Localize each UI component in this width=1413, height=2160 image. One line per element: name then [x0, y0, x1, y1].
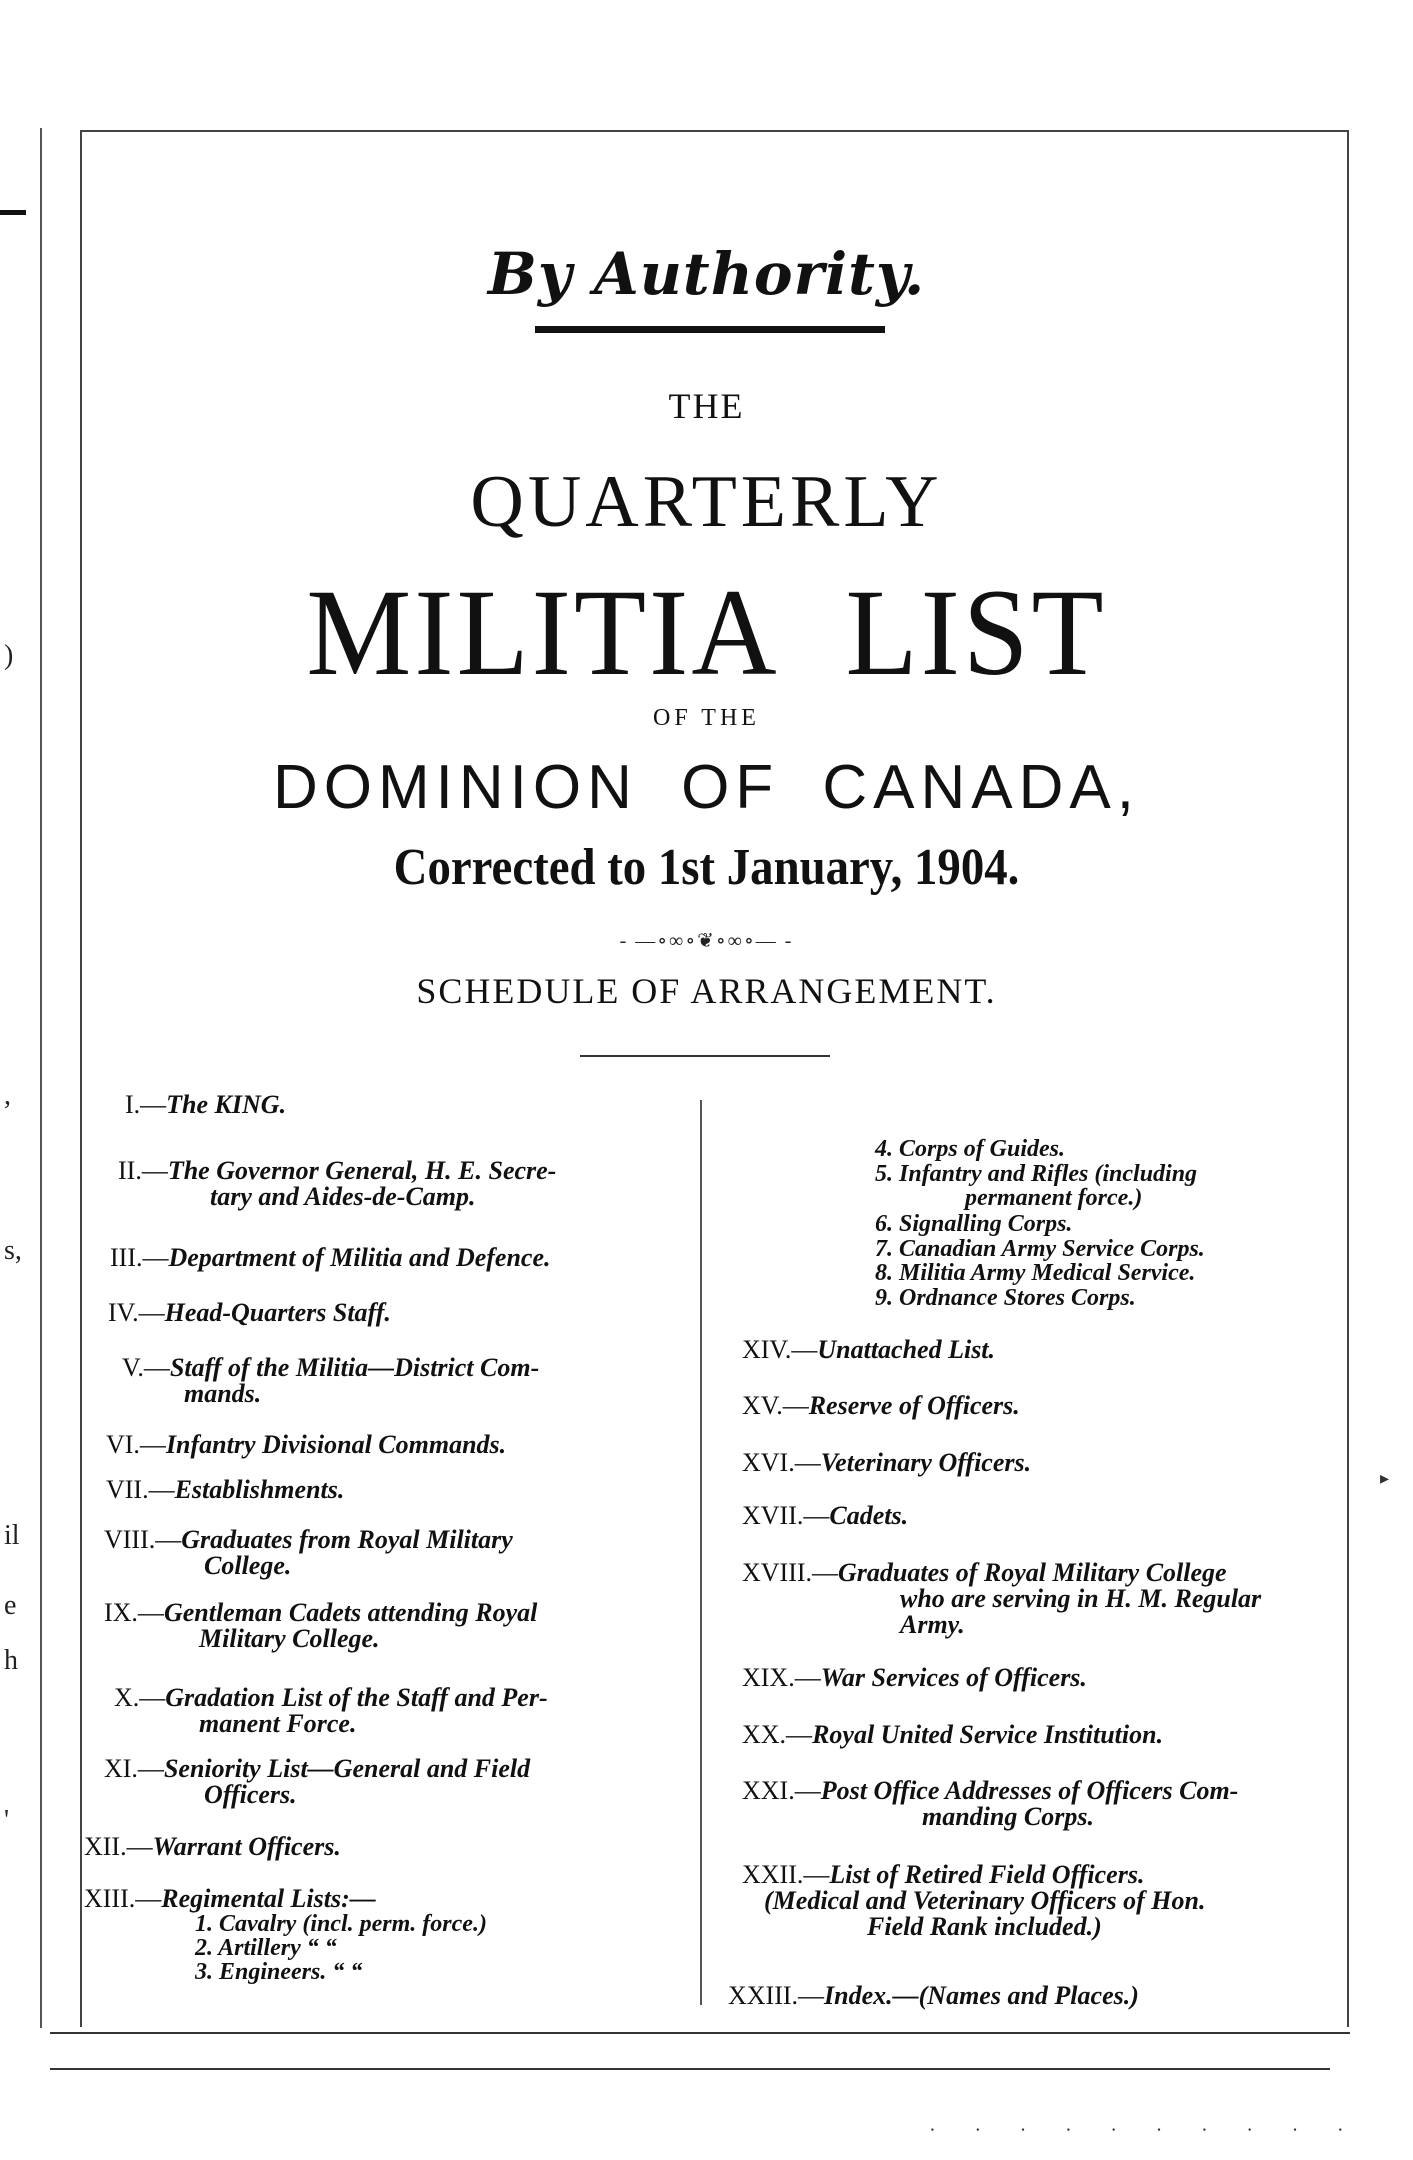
entry-text: Royal United Service Institution.	[812, 1720, 1164, 1749]
title-the: THE	[668, 386, 745, 426]
schedule-rule	[580, 1055, 830, 1057]
by-authority-heading: By Authority.	[487, 240, 926, 308]
edge-char: '	[4, 1805, 10, 1836]
list-item	[125, 1092, 286, 1118]
list-item	[104, 1756, 530, 1808]
entry-text: List of Retired Field Officers.	[829, 1860, 1145, 1889]
list-item	[742, 1337, 995, 1363]
entry-text-cont: College.	[204, 1551, 292, 1580]
list-item	[106, 1432, 506, 1458]
list-item	[742, 1393, 1020, 1419]
list-item	[84, 1886, 376, 1912]
entry-text: Regimental Lists:—	[161, 1884, 376, 1913]
regimental-subitem: permanent force.)	[965, 1185, 1143, 1211]
corrected-date: Corrected to 1st January, 1904.	[393, 839, 1020, 896]
list-item	[742, 1665, 1087, 1691]
authority-underline	[535, 326, 885, 333]
entry-number: VI.—	[106, 1430, 166, 1459]
list-item	[742, 1862, 1206, 1940]
entry-text: Seniority List—General and Field	[163, 1754, 531, 1783]
entry-text: Warrant Officers.	[152, 1832, 341, 1861]
title-quarterly: QUARTERLY	[470, 461, 943, 543]
scan-speck: ▸	[1380, 1468, 1390, 1488]
regimental-subitem: 9. Ordnance Stores Corps.	[875, 1285, 1136, 1311]
entry-number: XIII.—	[84, 1884, 162, 1913]
list-item	[84, 1834, 341, 1860]
entry-text: The KING.	[166, 1090, 287, 1119]
entry-number: II.—	[118, 1156, 168, 1185]
list-item	[728, 1983, 1139, 2009]
scan-speck: ⸱ ⸱ ⸱ ⸱ ⸱ ⸱ ⸱ ⸱ ⸱ ⸱	[930, 2120, 1361, 2140]
entry-text: Veterinary Officers.	[820, 1448, 1032, 1477]
edge-char: h	[4, 1645, 18, 1676]
title-dominion: DOMINION OF CANADA,	[272, 753, 1141, 822]
entry-number: XXI.—	[742, 1776, 821, 1805]
list-item	[104, 1600, 537, 1652]
entry-number: XXII.—	[742, 1860, 830, 1889]
list-item	[742, 1778, 1238, 1830]
entry-number: XVII.—	[742, 1501, 830, 1530]
column-divider	[700, 1100, 702, 2005]
list-item	[742, 1722, 1163, 1748]
edge-char: )	[4, 640, 14, 671]
entry-text: Cadets.	[829, 1501, 909, 1530]
entry-text-cont: Army.	[900, 1610, 965, 1639]
entry-text: Graduates of Royal Military College	[838, 1558, 1227, 1587]
entry-text: War Services of Officers.	[820, 1663, 1087, 1692]
entry-number: XVI.—	[742, 1448, 821, 1477]
entry-text: The Governor General, H. E. Secre-	[167, 1156, 557, 1185]
entry-number: VII.—	[106, 1475, 175, 1504]
entry-text-cont: mands.	[184, 1379, 262, 1408]
ornament-divider: - —∘∞∘❦∘∞∘— -	[619, 930, 794, 952]
entry-number: XIX.—	[742, 1663, 821, 1692]
entry-text: Department of Militia and Defence.	[168, 1243, 551, 1272]
list-item	[110, 1245, 551, 1271]
title-of-the: OF THE	[653, 705, 760, 731]
entry-number: I.—	[125, 1090, 167, 1119]
title-militia-list: MILITIA LIST	[306, 563, 1107, 702]
entry-text-cont: who are serving in H. M. Regular	[900, 1584, 1262, 1613]
edge-char: ,	[4, 1080, 11, 1111]
entry-number: V.—	[122, 1353, 170, 1382]
entry-number: X.—	[114, 1683, 166, 1712]
entry-text-cont: (Medical and Veterinary Officers of Hon.	[764, 1886, 1206, 1915]
list-item	[108, 1300, 391, 1326]
list-item	[742, 1503, 908, 1529]
entry-number: IV.—	[108, 1298, 165, 1327]
regimental-subitem: 3. Engineers. “ “	[195, 1959, 363, 1985]
facing-page-edge	[0, 0, 44, 2160]
regimental-subitem: 1. Cavalry (incl. perm. force.)	[195, 1911, 487, 1937]
entry-text: Post Office Addresses of Officers Com-	[820, 1776, 1239, 1805]
edge-char: il	[4, 1520, 20, 1551]
regimental-subitem: 6. Signalling Corps.	[875, 1211, 1073, 1237]
regimental-subitem: 7. Canadian Army Service Corps.	[875, 1236, 1205, 1262]
entry-number: XV.—	[742, 1391, 809, 1420]
list-item	[122, 1355, 539, 1407]
entry-text: Head-Quarters Staff.	[164, 1298, 391, 1327]
list-item	[114, 1685, 548, 1737]
entry-text: Infantry Divisional Commands.	[165, 1430, 507, 1459]
edge-char: s,	[4, 1235, 22, 1266]
entry-number: XVIII.—	[742, 1558, 839, 1587]
edge-dash	[0, 210, 26, 215]
entry-number: VIII.—	[104, 1525, 182, 1554]
entry-number: XX.—	[742, 1720, 813, 1749]
regimental-subitem: 4. Corps of Guides.	[875, 1136, 1066, 1162]
list-item	[104, 1527, 513, 1579]
entry-number: XIV.—	[742, 1335, 818, 1364]
entry-text: Unattached List.	[817, 1335, 996, 1364]
entry-text: Index.—(Names and Places.)	[824, 1981, 1139, 2010]
entry-number: IX.—	[104, 1598, 164, 1627]
regimental-subitem: 8. Militia Army Medical Service.	[875, 1260, 1196, 1286]
entry-text-cont: manent Force.	[199, 1709, 357, 1738]
entry-text: Graduates from Royal Military	[181, 1525, 513, 1554]
entry-text-cont: Officers.	[204, 1780, 297, 1809]
regimental-subitem: 5. Infantry and Rifles (including	[875, 1161, 1198, 1187]
list-item	[742, 1450, 1031, 1476]
entry-text: Gentleman Cadets attending Royal	[163, 1598, 538, 1627]
entry-number: XII.—	[84, 1832, 153, 1861]
regimental-subitem: 2. Artillery “ “	[195, 1935, 337, 1961]
entry-text: Gradation List of the Staff and Per-	[165, 1683, 548, 1712]
schedule-heading: SCHEDULE OF ARRANGEMENT.	[416, 971, 997, 1011]
page-bottom-rule	[50, 2068, 1330, 2070]
entry-number: XI.—	[104, 1754, 164, 1783]
entry-text: Staff of the Militia—District Com-	[169, 1353, 540, 1382]
entry-text-cont: Field Rank included.)	[867, 1912, 1102, 1941]
entry-text-cont: Military College.	[199, 1624, 380, 1653]
list-item	[742, 1560, 1261, 1638]
entry-text-cont: manding Corps.	[922, 1802, 1094, 1831]
entry-text-cont: tary and Aides-de-Camp.	[210, 1182, 476, 1211]
entry-number: III.—	[110, 1243, 169, 1272]
list-item	[118, 1158, 556, 1210]
entry-text: Reserve of Officers.	[808, 1391, 1020, 1420]
frame-bottom-rule	[50, 2032, 1350, 2034]
list-item	[106, 1477, 344, 1503]
entry-number: XXIII.—	[728, 1981, 825, 2010]
entry-text: Establishments.	[174, 1475, 345, 1504]
edge-char: e	[4, 1590, 17, 1621]
